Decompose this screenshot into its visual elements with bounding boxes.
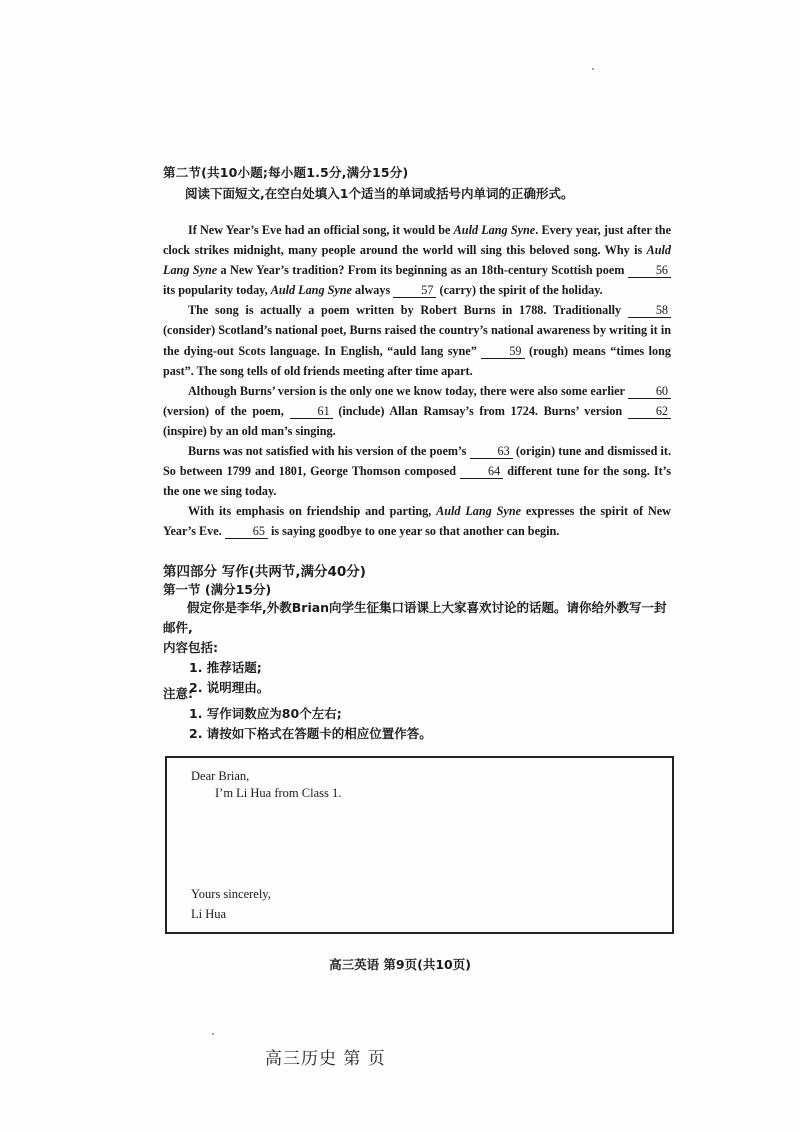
passage-paragraph-2 <box>163 300 671 380</box>
reading-passage <box>163 220 671 542</box>
writing-notes <box>163 684 432 744</box>
song-title: Auld Lang Syne <box>270 283 352 298</box>
blank-60[interactable]: 60 <box>628 384 671 399</box>
text: a New Year’s tradition? From its beginning as an 18th-century Scottish poem <box>217 263 628 278</box>
blank-56[interactable]: 56 <box>628 263 671 278</box>
page-footer: 高三英语 第9页(共10页) <box>329 957 471 972</box>
subject-page-stamp: 高三历史 第 页 <box>265 1049 386 1069</box>
section-heading: 第二节(共10小题;每小题1.5分,满分15分) <box>163 165 409 180</box>
text: (rough) means “times long past”. The song tells of old friends meeting after time apart. <box>163 343 671 378</box>
text: (version) of the poem, <box>163 403 290 418</box>
text: Although Burns’ version is the only one we know today, there were also some earlier <box>188 383 628 398</box>
passage-paragraph-1 <box>163 220 671 300</box>
text: The song is actually a poem written by Robert Burns in 1788. Traditionally <box>188 303 628 318</box>
song-title: Auld Lang Syne <box>436 504 522 519</box>
content-item: 2. 说明理由。 <box>189 680 270 695</box>
writing-part-title: 第四部分 写作(共两节,满分40分) <box>163 564 366 580</box>
note-item: 1. 写作词数应为80个左右; <box>189 706 342 721</box>
letter-opening: I’m Li Hua from Class 1. <box>215 786 342 800</box>
passage-paragraph-5 <box>163 501 671 541</box>
text: expresses the spirit of New Year’s Eve. <box>163 504 671 539</box>
note-item: 2. 请按如下格式在答题卡的相应位置作答。 <box>189 726 432 741</box>
text: If New Year’s Eve had an official song, it would be <box>188 223 454 237</box>
content-label: 内容包括: <box>163 640 218 655</box>
text: (origin) tune and dismissed it. So between 1799 and 1801, George Thomson composed <box>163 444 671 479</box>
blank-61[interactable]: 61 <box>290 404 333 419</box>
scan-speck <box>212 1033 214 1035</box>
scan-speck <box>592 68 594 70</box>
letter-closing: Yours sincerely, <box>191 887 271 901</box>
section-instruction: 阅读下面短文,在空白处填入1个适当的单词或括号内单词的正确形式。 <box>185 186 574 201</box>
text: . Every year, just after the clock strikes midnight, many people around the world will sing this beloved song. Why is <box>163 223 671 258</box>
text: different tune for the song. It’s the one we sing today. <box>163 464 671 499</box>
song-title: Auld Lang Syne <box>163 243 671 278</box>
text: With its emphasis on friendship and parting, <box>188 504 437 519</box>
letter-signature: Li Hua <box>191 907 227 921</box>
text: (consider) Scotland’s national poet, Burns raised the country’s national awareness by writing it in the dying-out Scots language. In English, “auld lang syne” <box>163 323 671 358</box>
writing-task <box>163 598 673 698</box>
passage-paragraph-3 <box>163 381 671 441</box>
text: (include) Allan Ramsay’s from 1724. Burns’ version <box>332 403 628 418</box>
blank-59[interactable]: 59 <box>481 344 524 359</box>
text: Burns was not satisfied with his version of the poem’s <box>188 444 470 459</box>
writing-prompt: 假定你是李华,外教Brian向学生征集口语课上大家喜欢讨论的话题。请你给外教写一封邮件, <box>163 600 667 635</box>
text: is saying goodbye to one year so that another can begin. <box>267 524 560 539</box>
note-label: 注意: <box>163 686 193 701</box>
text: (carry) the spirit of the holiday. <box>436 283 603 298</box>
blank-62[interactable]: 62 <box>628 404 671 419</box>
blank-64[interactable]: 64 <box>460 464 503 479</box>
blank-63[interactable]: 63 <box>470 444 513 459</box>
passage-paragraph-4 <box>163 441 671 501</box>
blank-57[interactable]: 57 <box>393 283 436 298</box>
content-item: 1. 推荐话题; <box>189 660 262 675</box>
writing-section-title: 第一节 (满分15分) <box>163 582 272 597</box>
text: (inspire) by an old man’s singing. <box>163 423 336 438</box>
blank-58[interactable]: 58 <box>628 303 671 318</box>
song-title: Auld Lang Syne <box>453 223 536 237</box>
blank-65[interactable]: 65 <box>225 524 268 539</box>
letter-answer-box[interactable] <box>165 756 674 934</box>
text: its popularity today, <box>163 283 271 298</box>
text: always <box>351 283 394 298</box>
letter-greeting: Dear Brian, <box>191 769 250 783</box>
